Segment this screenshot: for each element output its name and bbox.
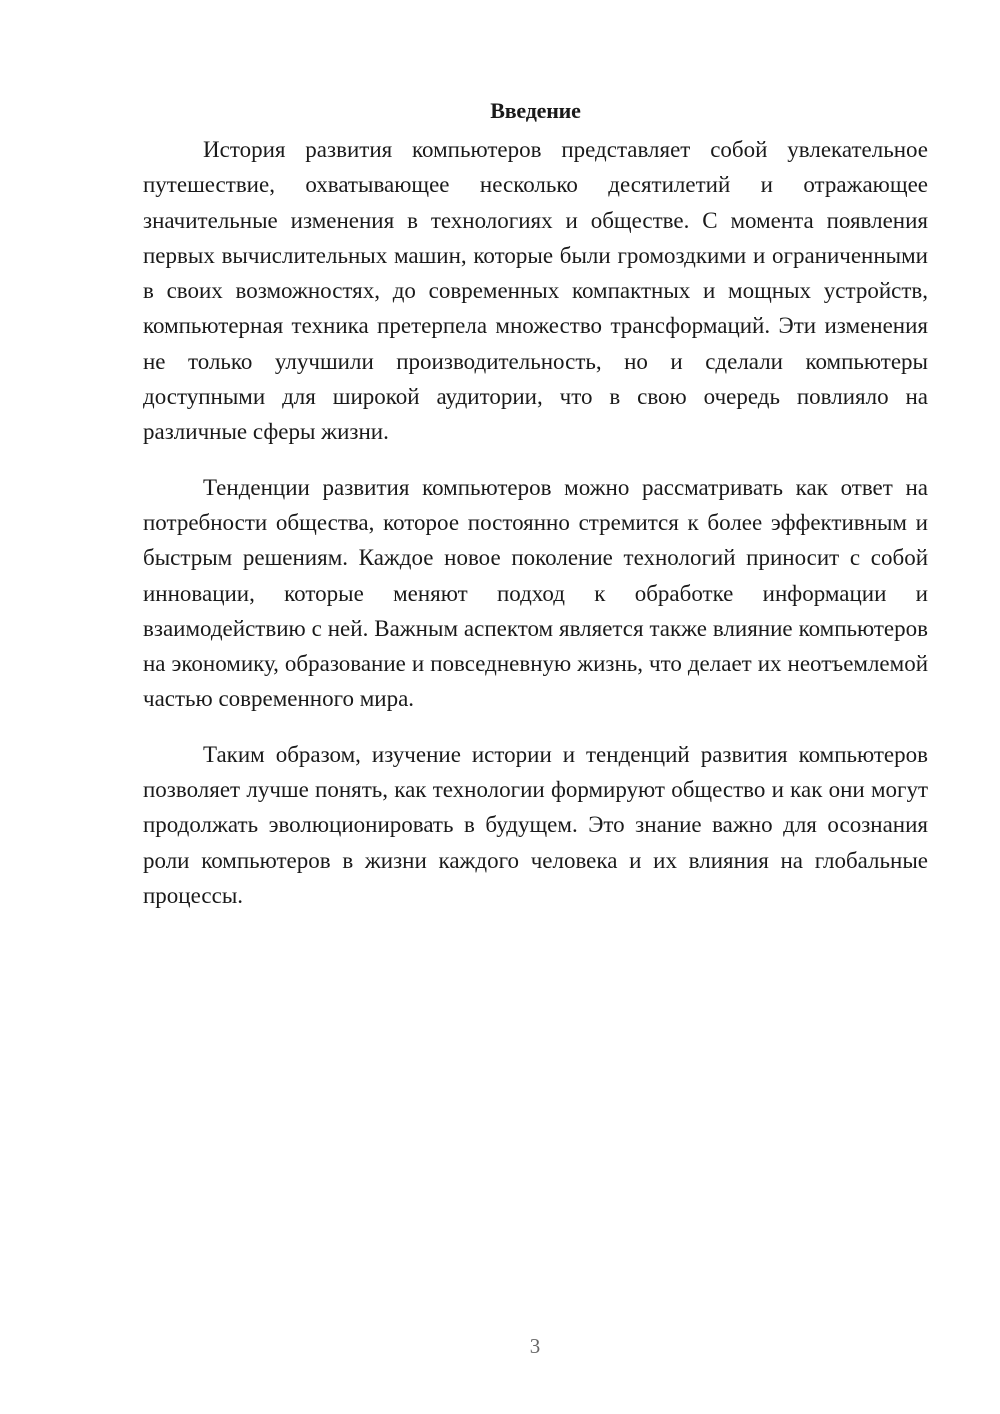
section-heading: Введение: [490, 98, 581, 123]
page-number: 3: [529, 1334, 541, 1358]
paragraph-trends: Тенденции развития компьютеров можно рассматривать как ответ на потребности общества, которое постоянно стремится к более эффективным и быстрым решениям. Каждое новое поколение технологий приносит с собой инновации, которые меняют подход к обработке информации и взаимодействию с ней. Важным аспектом является также влияние компьютеров на экономику, образование и повседневную жизнь, что делает их неотъемлемой частью современного мира.: [143, 474, 928, 712]
page-content: [143, 96, 928, 933]
paragraph-history: История развития компьютеров представляет собой увлекательное путешествие, охватывающее несколько десятилетий и отражающее значительные изменения в технологиях и обществе. С момента появления первых вычислительных машин, которые были громоздкими и ограниченными в своих возможностях, до современных компактных и мощных устройств, компьютерная техника претерпела множество трансформаций. Эти изменения не только улучшили производительность, но и сделали компьютеры доступными для широкой аудитории, что в свою очередь повлияло на различные сферы жизни.: [143, 137, 928, 445]
paragraph-conclusion: Таким образом, изучение истории и тенденций развития компьютеров позволяет лучше понять, как технологии формируют общество и как они могут продолжать эволюционировать в будущем. Это знание важно для осознания роли компьютеров в жизни каждого человека и их влияния на глобальные процессы.: [143, 741, 928, 908]
